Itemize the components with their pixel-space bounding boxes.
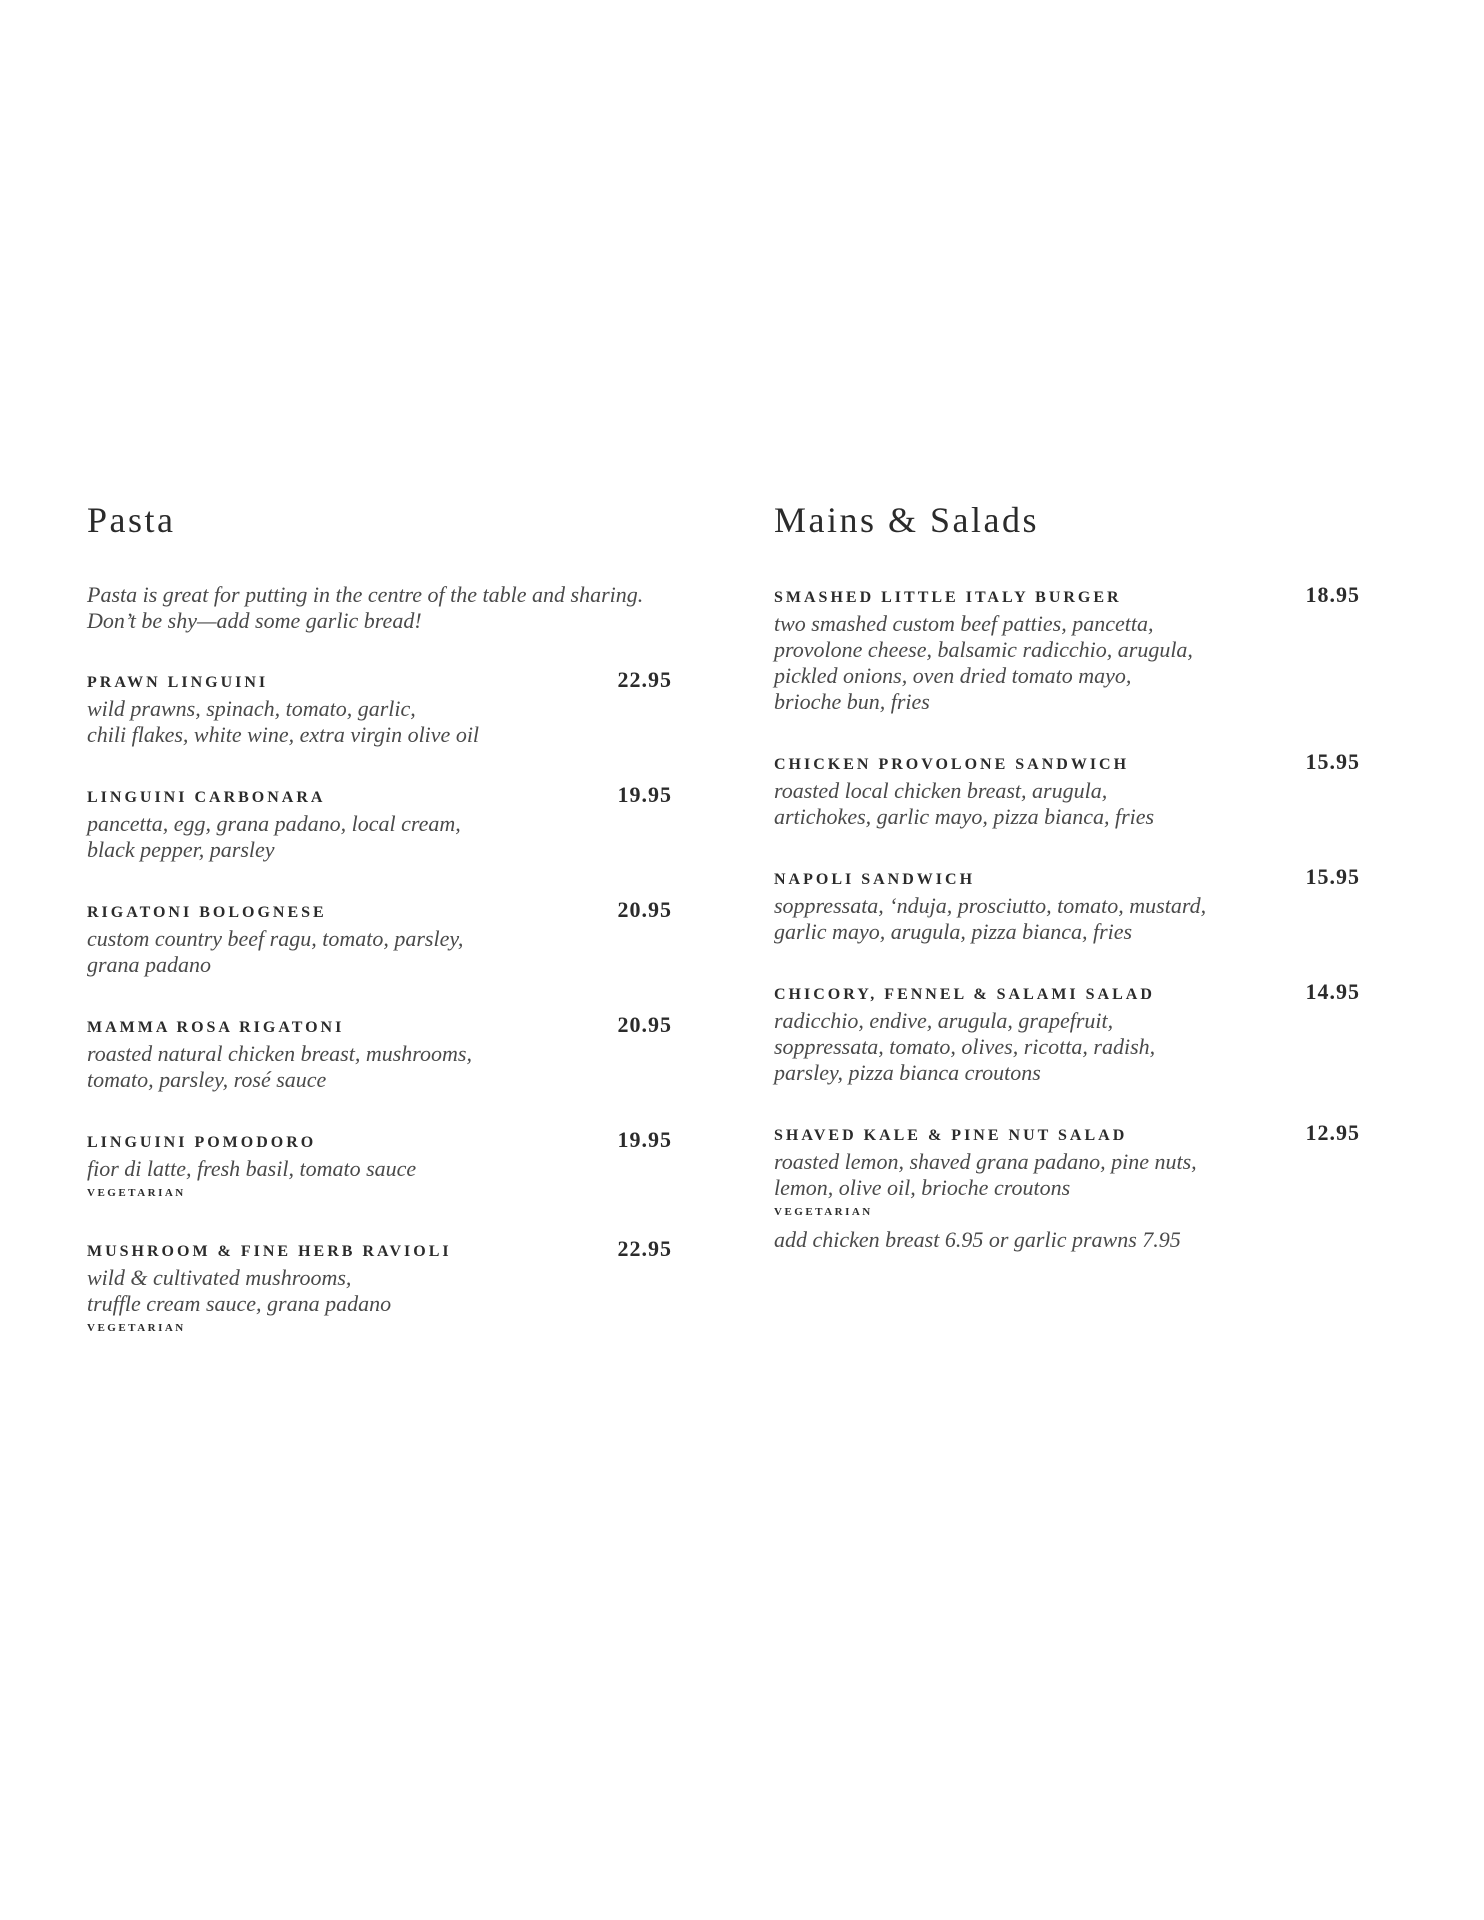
pasta-title: Pasta <box>87 500 176 540</box>
item-name: LINGUINI CARBONARA <box>87 789 326 806</box>
item-name: SHAVED KALE & PINE NUT SALAD <box>774 1127 1128 1144</box>
item-name: MUSHROOM & FINE HERB RAVIOLI <box>87 1243 452 1260</box>
item-price: 18.95 <box>1305 582 1360 607</box>
item-name: MAMMA ROSA RIGATONI <box>87 1019 345 1036</box>
item-name: CHICKEN PROVOLONE SANDWICH <box>774 756 1130 773</box>
item-name: PRAWN LINGUINI <box>87 674 269 691</box>
item-price: 19.95 <box>617 1127 672 1152</box>
menu-item <box>87 667 672 748</box>
vegetarian-tag: VEGETARIAN <box>87 1322 186 1334</box>
item-price: 14.95 <box>1305 979 1360 1004</box>
mains-items <box>774 582 1360 1253</box>
item-price: 22.95 <box>617 1236 672 1261</box>
item-price: 15.95 <box>1305 749 1360 774</box>
item-price: 20.95 <box>617 897 672 922</box>
vegetarian-tag: VEGETARIAN <box>87 1187 186 1199</box>
item-description: roasted natural chicken breast, mushrooms, tomato, parsley, rosé sauce <box>87 1041 472 1092</box>
mains-title: Mains & Salads <box>774 500 1039 540</box>
menu-item <box>87 897 672 978</box>
item-description: roasted local chicken breast, arugula, artichokes, garlic mayo, pizza bianca, fries <box>774 778 1155 829</box>
item-price: 22.95 <box>617 667 672 692</box>
item-name: LINGUINI POMODORO <box>87 1134 317 1151</box>
menu-item <box>774 582 1360 715</box>
pasta-items <box>87 667 672 1337</box>
item-name: RIGATONI BOLOGNESE <box>87 904 327 921</box>
item-description: soppressata, ‘nduja, prosciutto, tomato, mustard, garlic mayo, arugula, pizza bianca, fries <box>774 893 1207 944</box>
item-description: custom country beef ragu, tomato, parsley, grana padano <box>87 926 464 977</box>
item-description: fior di latte, fresh basil, tomato sauce <box>87 1156 417 1181</box>
menu-item <box>774 864 1360 945</box>
item-price: 19.95 <box>617 782 672 807</box>
vegetarian-tag: VEGETARIAN <box>774 1206 873 1218</box>
menu-item <box>87 1236 672 1337</box>
item-description: two smashed custom beef patties, pancetta, provolone cheese, balsamic radicchio, arugula, pickled onions, oven dried tomato mayo, brioche bun, fries <box>774 611 1193 714</box>
item-description: roasted lemon, shaved grana padano, pine nuts, lemon, olive oil, brioche croutons <box>774 1149 1197 1200</box>
menu-item <box>87 1127 672 1202</box>
menu-item <box>87 782 672 863</box>
addon-note: add chicken breast 6.95 or garlic prawns 7.95 <box>774 1227 1181 1252</box>
item-description: radicchio, endive, arugula, grapefruit, soppressata, tomato, olives, ricotta, radish, parsley, pizza bianca croutons <box>774 1008 1156 1085</box>
item-description: pancetta, egg, grana padano, local cream, black pepper, parsley <box>87 811 461 862</box>
menu-item <box>774 1120 1360 1221</box>
item-name: SMASHED LITTLE ITALY BURGER <box>774 589 1122 606</box>
item-price: 20.95 <box>617 1012 672 1037</box>
pasta-section <box>87 496 672 1371</box>
mains-section <box>774 496 1360 1253</box>
menu-item <box>774 979 1360 1086</box>
menu-item <box>774 749 1360 830</box>
item-description: wild prawns, spinach, tomato, garlic, chili flakes, white wine, extra virgin olive oil <box>87 696 480 747</box>
item-price: 12.95 <box>1305 1120 1360 1145</box>
item-price: 15.95 <box>1305 864 1360 889</box>
item-name: CHICORY, FENNEL & SALAMI SALAD <box>774 986 1155 1003</box>
item-description: wild & cultivated mushrooms, truffle cream sauce, grana padano <box>87 1265 392 1316</box>
pasta-intro: Pasta is great for putting in the centre of the table and sharing. Don’t be shy—add some garlic bread! <box>87 582 644 633</box>
item-name: NAPOLI SANDWICH <box>774 871 976 888</box>
menu-item <box>87 1012 672 1093</box>
